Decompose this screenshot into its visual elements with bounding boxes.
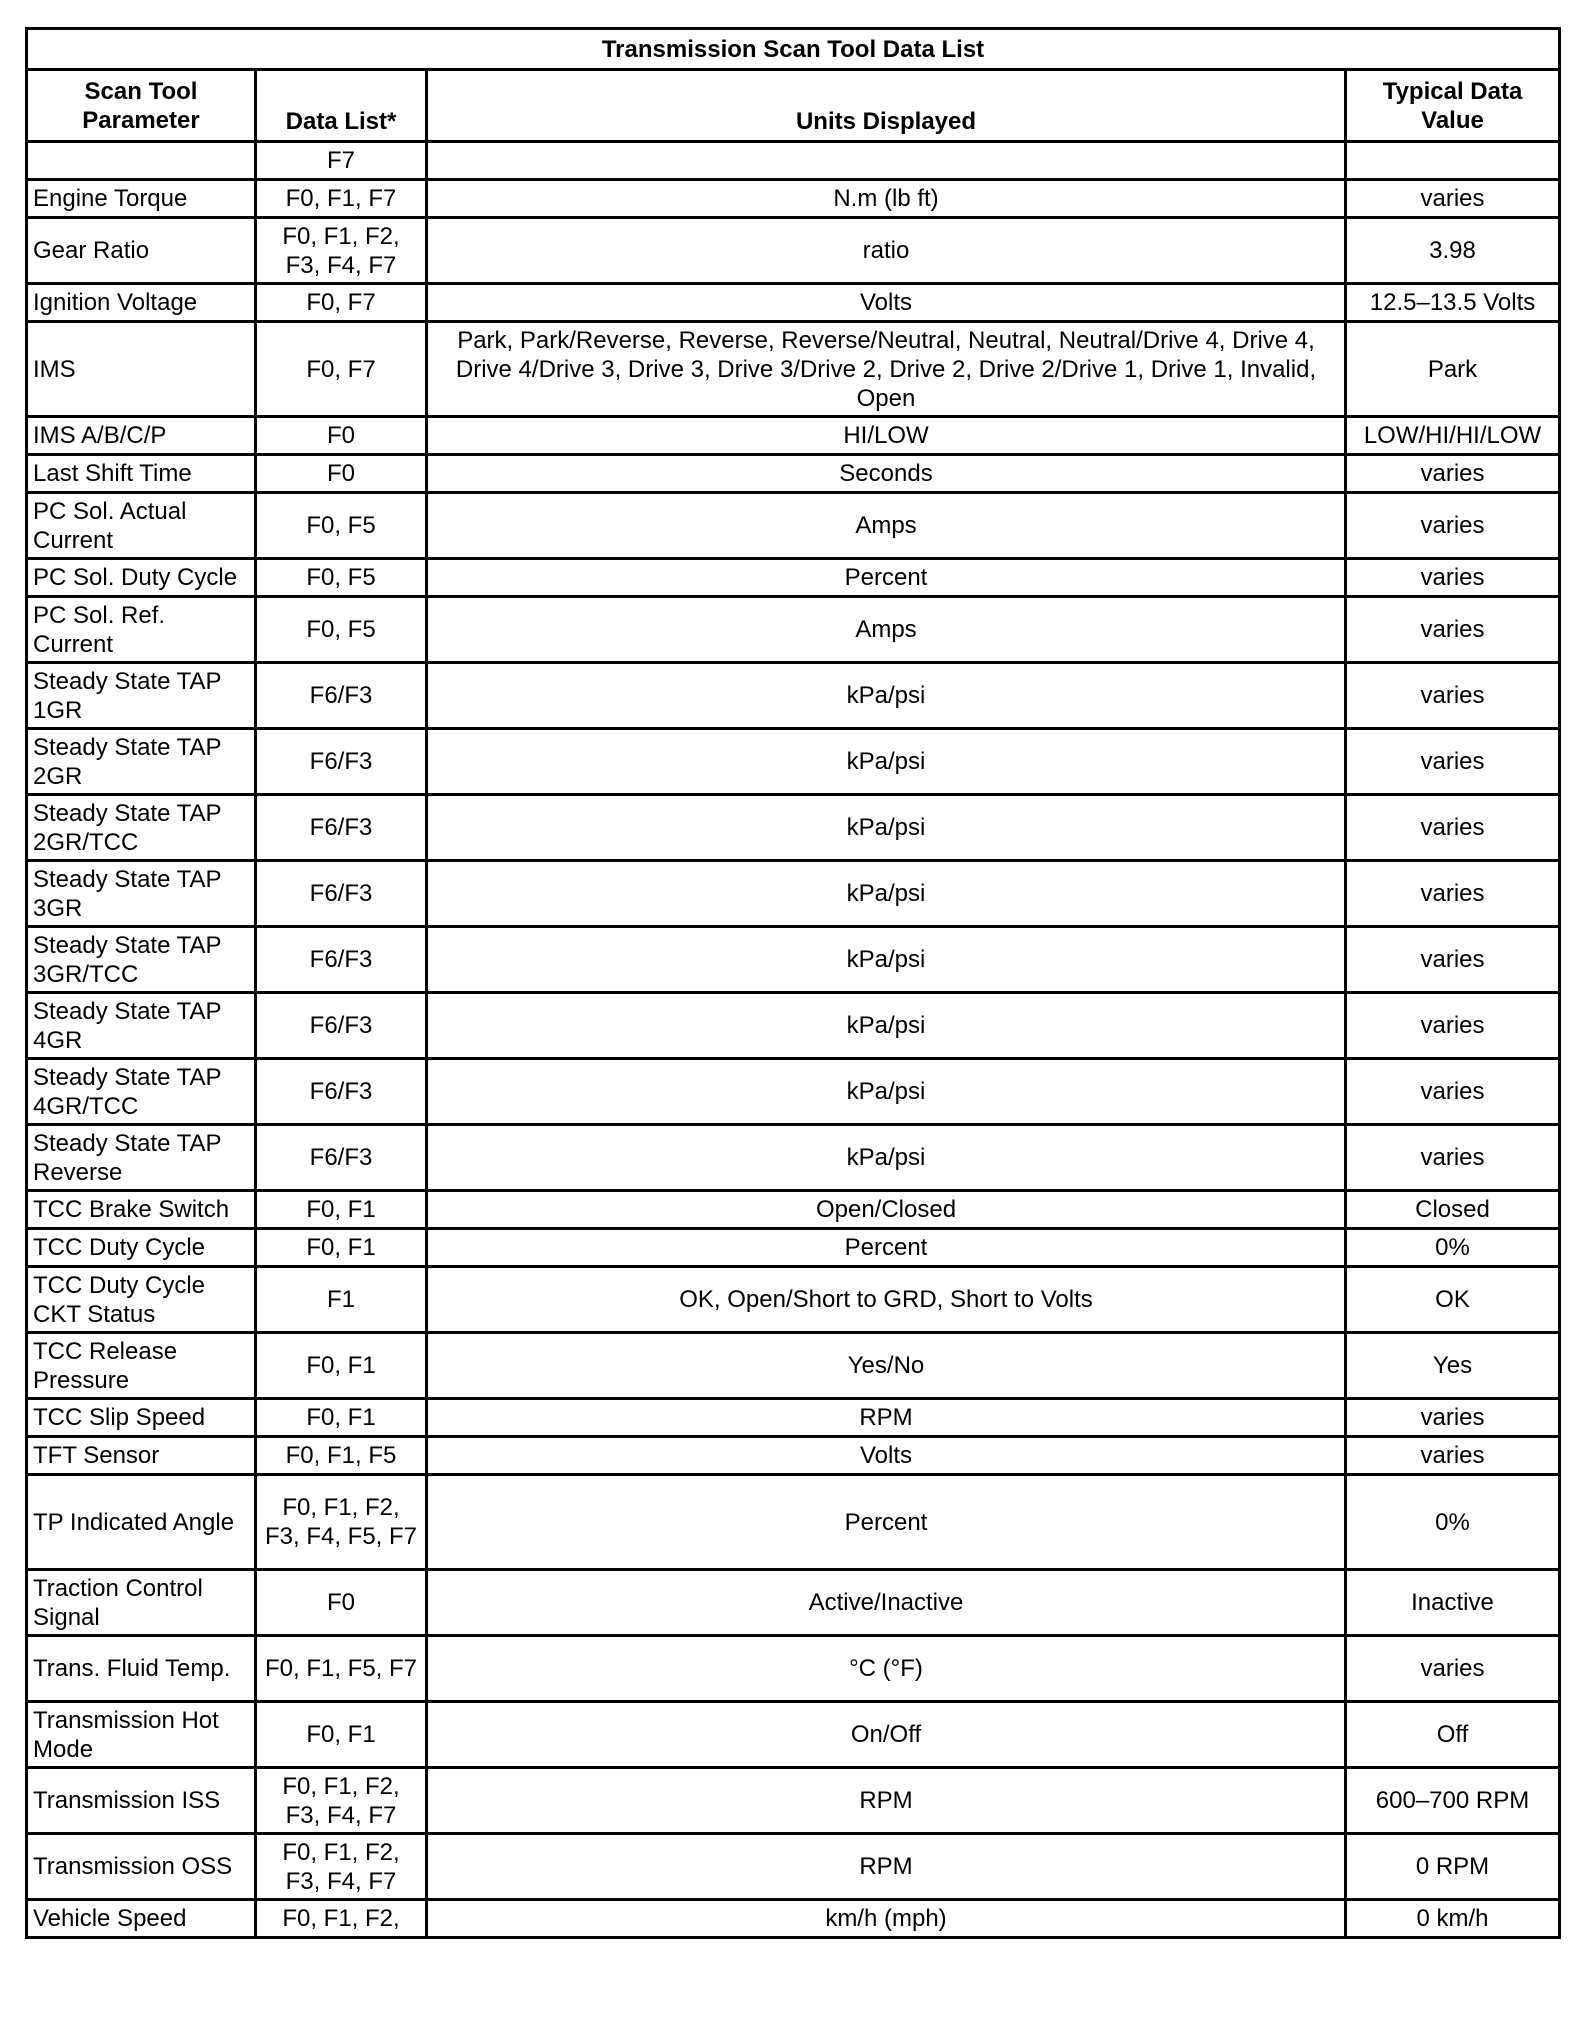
- units-cell: HI/LOW: [427, 417, 1346, 455]
- table-title: Transmission Scan Tool Data List: [27, 29, 1560, 70]
- units-cell: RPM: [427, 1768, 1346, 1834]
- param-cell: TCC Duty Cycle CKT Status: [27, 1267, 256, 1333]
- units-cell: kPa/psi: [427, 861, 1346, 927]
- units-cell: kPa/psi: [427, 795, 1346, 861]
- table-row: [27, 1191, 1560, 1229]
- typical-value-cell: varies: [1346, 493, 1560, 559]
- data-list-cell: F0: [256, 455, 427, 493]
- param-cell: Gear Ratio: [27, 218, 256, 284]
- typical-value-cell: 0 km/h: [1346, 1900, 1560, 1938]
- units-cell: kPa/psi: [427, 993, 1346, 1059]
- data-list-cell: F0, F7: [256, 284, 427, 322]
- param-cell: Steady State TAP 2GR: [27, 729, 256, 795]
- data-list-cell: F0, F1, F2, F3, F4, F7: [256, 218, 427, 284]
- typical-value-cell: Off: [1346, 1702, 1560, 1768]
- table-row: [27, 1900, 1560, 1938]
- units-cell: [427, 142, 1346, 180]
- table-row: [27, 1399, 1560, 1437]
- table-body: [27, 142, 1560, 1938]
- typical-value-cell: varies: [1346, 729, 1560, 795]
- param-cell: Steady State TAP 2GR/TCC: [27, 795, 256, 861]
- header-typical-data-value: Typical Data Value: [1346, 70, 1560, 142]
- data-list-cell: F6/F3: [256, 1059, 427, 1125]
- typical-value-cell: [1346, 142, 1560, 180]
- typical-value-cell: varies: [1346, 927, 1560, 993]
- param-cell: Vehicle Speed: [27, 1900, 256, 1938]
- units-cell: Percent: [427, 559, 1346, 597]
- units-cell: Percent: [427, 1229, 1346, 1267]
- units-cell: kPa/psi: [427, 729, 1346, 795]
- units-cell: N.m (lb ft): [427, 180, 1346, 218]
- typical-value-cell: 12.5–13.5 Volts: [1346, 284, 1560, 322]
- typical-value-cell: 0 RPM: [1346, 1834, 1560, 1900]
- units-cell: Amps: [427, 597, 1346, 663]
- param-cell: Steady State TAP 3GR/TCC: [27, 927, 256, 993]
- param-cell: Steady State TAP Reverse: [27, 1125, 256, 1191]
- param-cell: Steady State TAP 4GR: [27, 993, 256, 1059]
- units-cell: Volts: [427, 1437, 1346, 1475]
- units-cell: OK, Open/Short to GRD, Short to Volts: [427, 1267, 1346, 1333]
- typical-value-cell: varies: [1346, 597, 1560, 663]
- typical-value-cell: varies: [1346, 1125, 1560, 1191]
- typical-value-cell: varies: [1346, 795, 1560, 861]
- units-cell: kPa/psi: [427, 1125, 1346, 1191]
- table-row: [27, 559, 1560, 597]
- table-row: [27, 1229, 1560, 1267]
- typical-value-cell: 600–700 RPM: [1346, 1768, 1560, 1834]
- units-cell: On/Off: [427, 1702, 1346, 1768]
- data-list-cell: F0, F1, F2, F3, F4, F5, F7: [256, 1475, 427, 1570]
- typical-value-cell: varies: [1346, 455, 1560, 493]
- param-cell: TP Indicated Angle: [27, 1475, 256, 1570]
- param-cell: Transmission ISS: [27, 1768, 256, 1834]
- param-cell: TCC Slip Speed: [27, 1399, 256, 1437]
- table-row: [27, 1768, 1560, 1834]
- typical-value-cell: varies: [1346, 1636, 1560, 1702]
- param-cell: Steady State TAP 3GR: [27, 861, 256, 927]
- typical-value-cell: varies: [1346, 1059, 1560, 1125]
- data-list-cell: F0, F1, F5: [256, 1437, 427, 1475]
- data-list-cell: F0: [256, 1570, 427, 1636]
- units-cell: Seconds: [427, 455, 1346, 493]
- table-row: [27, 142, 1560, 180]
- param-cell: [27, 142, 256, 180]
- typical-value-cell: 0%: [1346, 1475, 1560, 1570]
- param-cell: Trans. Fluid Temp.: [27, 1636, 256, 1702]
- data-list-cell: F0: [256, 417, 427, 455]
- data-list-cell: F7: [256, 142, 427, 180]
- typical-value-cell: varies: [1346, 861, 1560, 927]
- table-row: [27, 180, 1560, 218]
- table-row: [27, 493, 1560, 559]
- typical-value-cell: varies: [1346, 1399, 1560, 1437]
- table-row: [27, 218, 1560, 284]
- units-cell: kPa/psi: [427, 1059, 1346, 1125]
- param-cell: TCC Brake Switch: [27, 1191, 256, 1229]
- table-row: [27, 1570, 1560, 1636]
- table-row: [27, 1437, 1560, 1475]
- param-cell: IMS A/B/C/P: [27, 417, 256, 455]
- units-cell: Yes/No: [427, 1333, 1346, 1399]
- typical-value-cell: Closed: [1346, 1191, 1560, 1229]
- typical-value-cell: Park: [1346, 322, 1560, 417]
- header-units-displayed: Units Displayed: [427, 70, 1346, 142]
- typical-value-cell: varies: [1346, 993, 1560, 1059]
- table-row: [27, 663, 1560, 729]
- header-scan-tool-parameter: Scan Tool Parameter: [27, 70, 256, 142]
- param-cell: PC Sol. Actual Current: [27, 493, 256, 559]
- data-list-cell: F6/F3: [256, 993, 427, 1059]
- data-list-cell: F6/F3: [256, 927, 427, 993]
- typical-value-cell: varies: [1346, 559, 1560, 597]
- units-cell: Amps: [427, 493, 1346, 559]
- param-cell: TCC Duty Cycle: [27, 1229, 256, 1267]
- param-cell: TCC Release Pressure: [27, 1333, 256, 1399]
- table-row: [27, 1267, 1560, 1333]
- param-cell: PC Sol. Ref. Current: [27, 597, 256, 663]
- header-data-list: Data List*: [256, 70, 427, 142]
- data-list-cell: F0, F1, F2, F3, F4, F7: [256, 1834, 427, 1900]
- table-row: [27, 1125, 1560, 1191]
- typical-value-cell: LOW/HI/HI/LOW: [1346, 417, 1560, 455]
- param-cell: Ignition Voltage: [27, 284, 256, 322]
- data-list-cell: F0, F1: [256, 1191, 427, 1229]
- data-list-cell: F0, F5: [256, 597, 427, 663]
- table-row: [27, 284, 1560, 322]
- data-list-cell: F0, F1, F2,: [256, 1900, 427, 1938]
- table-row: [27, 417, 1560, 455]
- typical-value-cell: varies: [1346, 663, 1560, 729]
- table-row: [27, 993, 1560, 1059]
- units-cell: kPa/psi: [427, 663, 1346, 729]
- data-list-cell: F1: [256, 1267, 427, 1333]
- units-cell: kPa/psi: [427, 927, 1346, 993]
- data-list-cell: F0, F5: [256, 493, 427, 559]
- data-list-cell: F0, F1: [256, 1702, 427, 1768]
- table-row: [27, 1834, 1560, 1900]
- typical-value-cell: varies: [1346, 180, 1560, 218]
- table-row: [27, 729, 1560, 795]
- table-row: [27, 1636, 1560, 1702]
- typical-value-cell: Inactive: [1346, 1570, 1560, 1636]
- param-cell: Transmission Hot Mode: [27, 1702, 256, 1768]
- param-cell: Steady State TAP 1GR: [27, 663, 256, 729]
- units-cell: ratio: [427, 218, 1346, 284]
- param-cell: Traction Control Signal: [27, 1570, 256, 1636]
- data-list-cell: F0, F1, F7: [256, 180, 427, 218]
- param-cell: Transmission OSS: [27, 1834, 256, 1900]
- data-list-cell: F0, F5: [256, 559, 427, 597]
- units-cell: km/h (mph): [427, 1900, 1346, 1938]
- scan-tool-data-table: [25, 27, 1561, 1939]
- typical-value-cell: Yes: [1346, 1333, 1560, 1399]
- table-row: [27, 1059, 1560, 1125]
- data-list-cell: F0, F1, F5, F7: [256, 1636, 427, 1702]
- data-list-cell: F0, F1: [256, 1229, 427, 1267]
- units-cell: °C (°F): [427, 1636, 1346, 1702]
- data-list-cell: F6/F3: [256, 795, 427, 861]
- typical-value-cell: 3.98: [1346, 218, 1560, 284]
- data-list-cell: F6/F3: [256, 663, 427, 729]
- param-cell: Last Shift Time: [27, 455, 256, 493]
- data-list-cell: F6/F3: [256, 1125, 427, 1191]
- table-row: [27, 597, 1560, 663]
- document-page: [25, 27, 1558, 1939]
- table-row: [27, 455, 1560, 493]
- units-cell: Volts: [427, 284, 1346, 322]
- units-cell: Percent: [427, 1475, 1346, 1570]
- data-list-cell: F6/F3: [256, 729, 427, 795]
- units-cell: Open/Closed: [427, 1191, 1346, 1229]
- table-row: [27, 1333, 1560, 1399]
- data-list-cell: F0, F1: [256, 1333, 427, 1399]
- typical-value-cell: varies: [1346, 1437, 1560, 1475]
- units-cell: RPM: [427, 1399, 1346, 1437]
- units-cell: Park, Park/Reverse, Reverse, Reverse/Neutral, Neutral, Neutral/Drive 4, Drive 4, Drive 4/Drive 3, Drive 3, Drive 3/Drive 2, Drive 2, Drive 2/Drive 1, Drive 1, Invalid, Open: [427, 322, 1346, 417]
- param-cell: Engine Torque: [27, 180, 256, 218]
- table-row: [27, 861, 1560, 927]
- param-cell: PC Sol. Duty Cycle: [27, 559, 256, 597]
- param-cell: IMS: [27, 322, 256, 417]
- data-list-cell: F0, F7: [256, 322, 427, 417]
- units-cell: RPM: [427, 1834, 1346, 1900]
- table-row: [27, 322, 1560, 417]
- units-cell: Active/Inactive: [427, 1570, 1346, 1636]
- table-row: [27, 927, 1560, 993]
- data-list-cell: F0, F1: [256, 1399, 427, 1437]
- typical-value-cell: 0%: [1346, 1229, 1560, 1267]
- typical-value-cell: OK: [1346, 1267, 1560, 1333]
- table-row: [27, 1702, 1560, 1768]
- param-cell: TFT Sensor: [27, 1437, 256, 1475]
- table-row: [27, 795, 1560, 861]
- table-row: [27, 1475, 1560, 1570]
- param-cell: Steady State TAP 4GR/TCC: [27, 1059, 256, 1125]
- data-list-cell: F6/F3: [256, 861, 427, 927]
- data-list-cell: F0, F1, F2, F3, F4, F7: [256, 1768, 427, 1834]
